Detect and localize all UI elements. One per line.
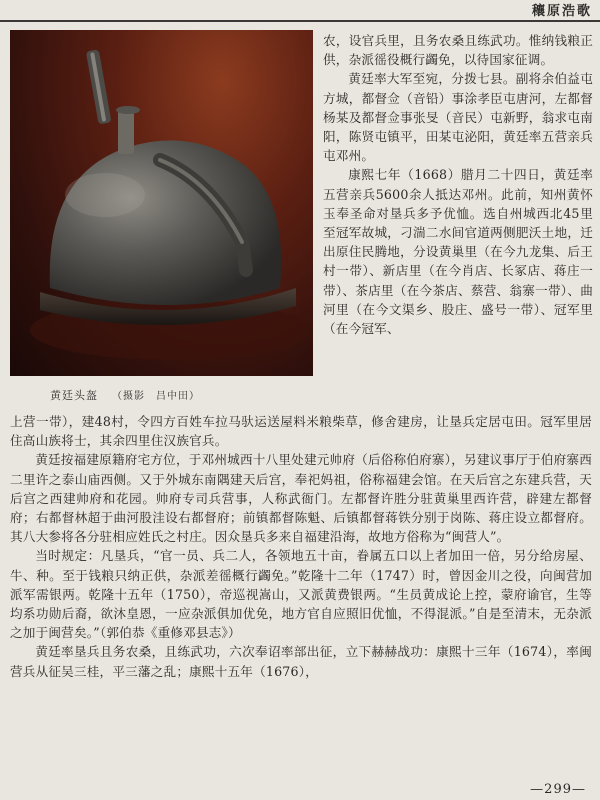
paragraph: 上营一带），建48村，令四方百姓车拉马驮运送屋料米粮柴草，修舍建房，让垦兵定居屯田。冠军里居住高山族将士，其余四里住汉族官兵。 [10,414,592,449]
helmet-photo [10,30,313,376]
paragraph: 黄廷率大军至宛，分拨七县。副将余伯益屯方城，都督佥（音铅）事涂孝臣屯唐河，左都督杨某及都督佥事张旻（音民）屯新野，翁求屯南阳，陈贤屯镇平，田某屯泌阳，黄廷率五营亲兵屯邓州。 [323,71,593,164]
photo-caption [50,387,290,403]
helmet-illustration [10,30,313,376]
paragraph: 康熙七年（1668）腊月二十四日，黄廷率五营亲兵5600余人抵达邓州。此前，知州黄怀玉奉圣命对垦兵多予优恤。选自州城西北45里至冠军故城，刁湍二水间官道两侧肥沃土地，迁出原住民腾地，分设黄巢里（在今九龙集、后王村一带）、新店里（在今肖店、长冢店、蒋庄一带）、茶店里（在今茶店、蔡营、翁寨一带）、曲河里（在今文渠乡、股庄、盛号一带）、冠军里（在今冠军、 [323,167,593,337]
header-rule [0,20,600,22]
full-width-text [10,412,592,681]
running-header-title: 穰原浩歌 [531,4,592,19]
caption-title: 黄廷头盔 [50,389,98,402]
page-number: —299— [530,782,586,797]
paragraph: 农，设官兵里，且务农桑且练武功。惟纳钱粮正供，杂派徭役概行蠲免，以待国家征调。 [323,33,593,68]
paragraph: 当时规定：凡垦兵，“官一员、兵二人，各领地五十亩，眷属五口以上者加田一倍，另分给房屋、牛、种。至于钱粮只纳正供，杂派差徭概行蠲免。”乾隆十二年（1747）时，曾因金川之役，向闽营加派军需银两。乾隆十五年（1750），帝巡视嵩山，又派黄费银两。“生员黄成论上控，蒙府谕官，生等均系功勋后裔，欲沐皇恩，一应杂派俱加优免，地方官自应照旧优恤，不得混派。”自是至清末，无杂派之加于闽营矣。”（郭伯恭《重修邓县志》） [10,548,592,641]
paragraph: 黄廷按福建原籍府宅方位，于邓州城西十八里处建元帅府（后俗称伯府寨），另建议事厅于伯府寨西二里许之泰山庙西侧。又于外城东南隅建天后宫，奉祀妈祖，俗称福建会馆。在天后宫之东建兵营，天后宫之西建帅府和花园。帅府专司兵营事，人称武衙门。左都督许胜分驻黄巢里西许营，辟建左都督府；右都督林超于曲河股洼设右都督府；前镇都督陈魁、后镇都督蒋铁分别于岗陈、蒋庄设立都督府。其八大参将各分驻相应姓氏之村庄。因众垦兵多来自福建沿海，故地方俗称为“闽营人”。 [10,452,592,545]
right-column-text [323,31,593,338]
caption-credit: （摄影 吕中田） [112,391,200,402]
paragraph: 黄廷率垦兵且务农桑，且练武功，六次奉诏率部出征，立下赫赫战功：康熙十三年（1674），率闽营兵从征吴三桂，平三藩之乱；康熙十五年（1676）， [10,644,592,679]
